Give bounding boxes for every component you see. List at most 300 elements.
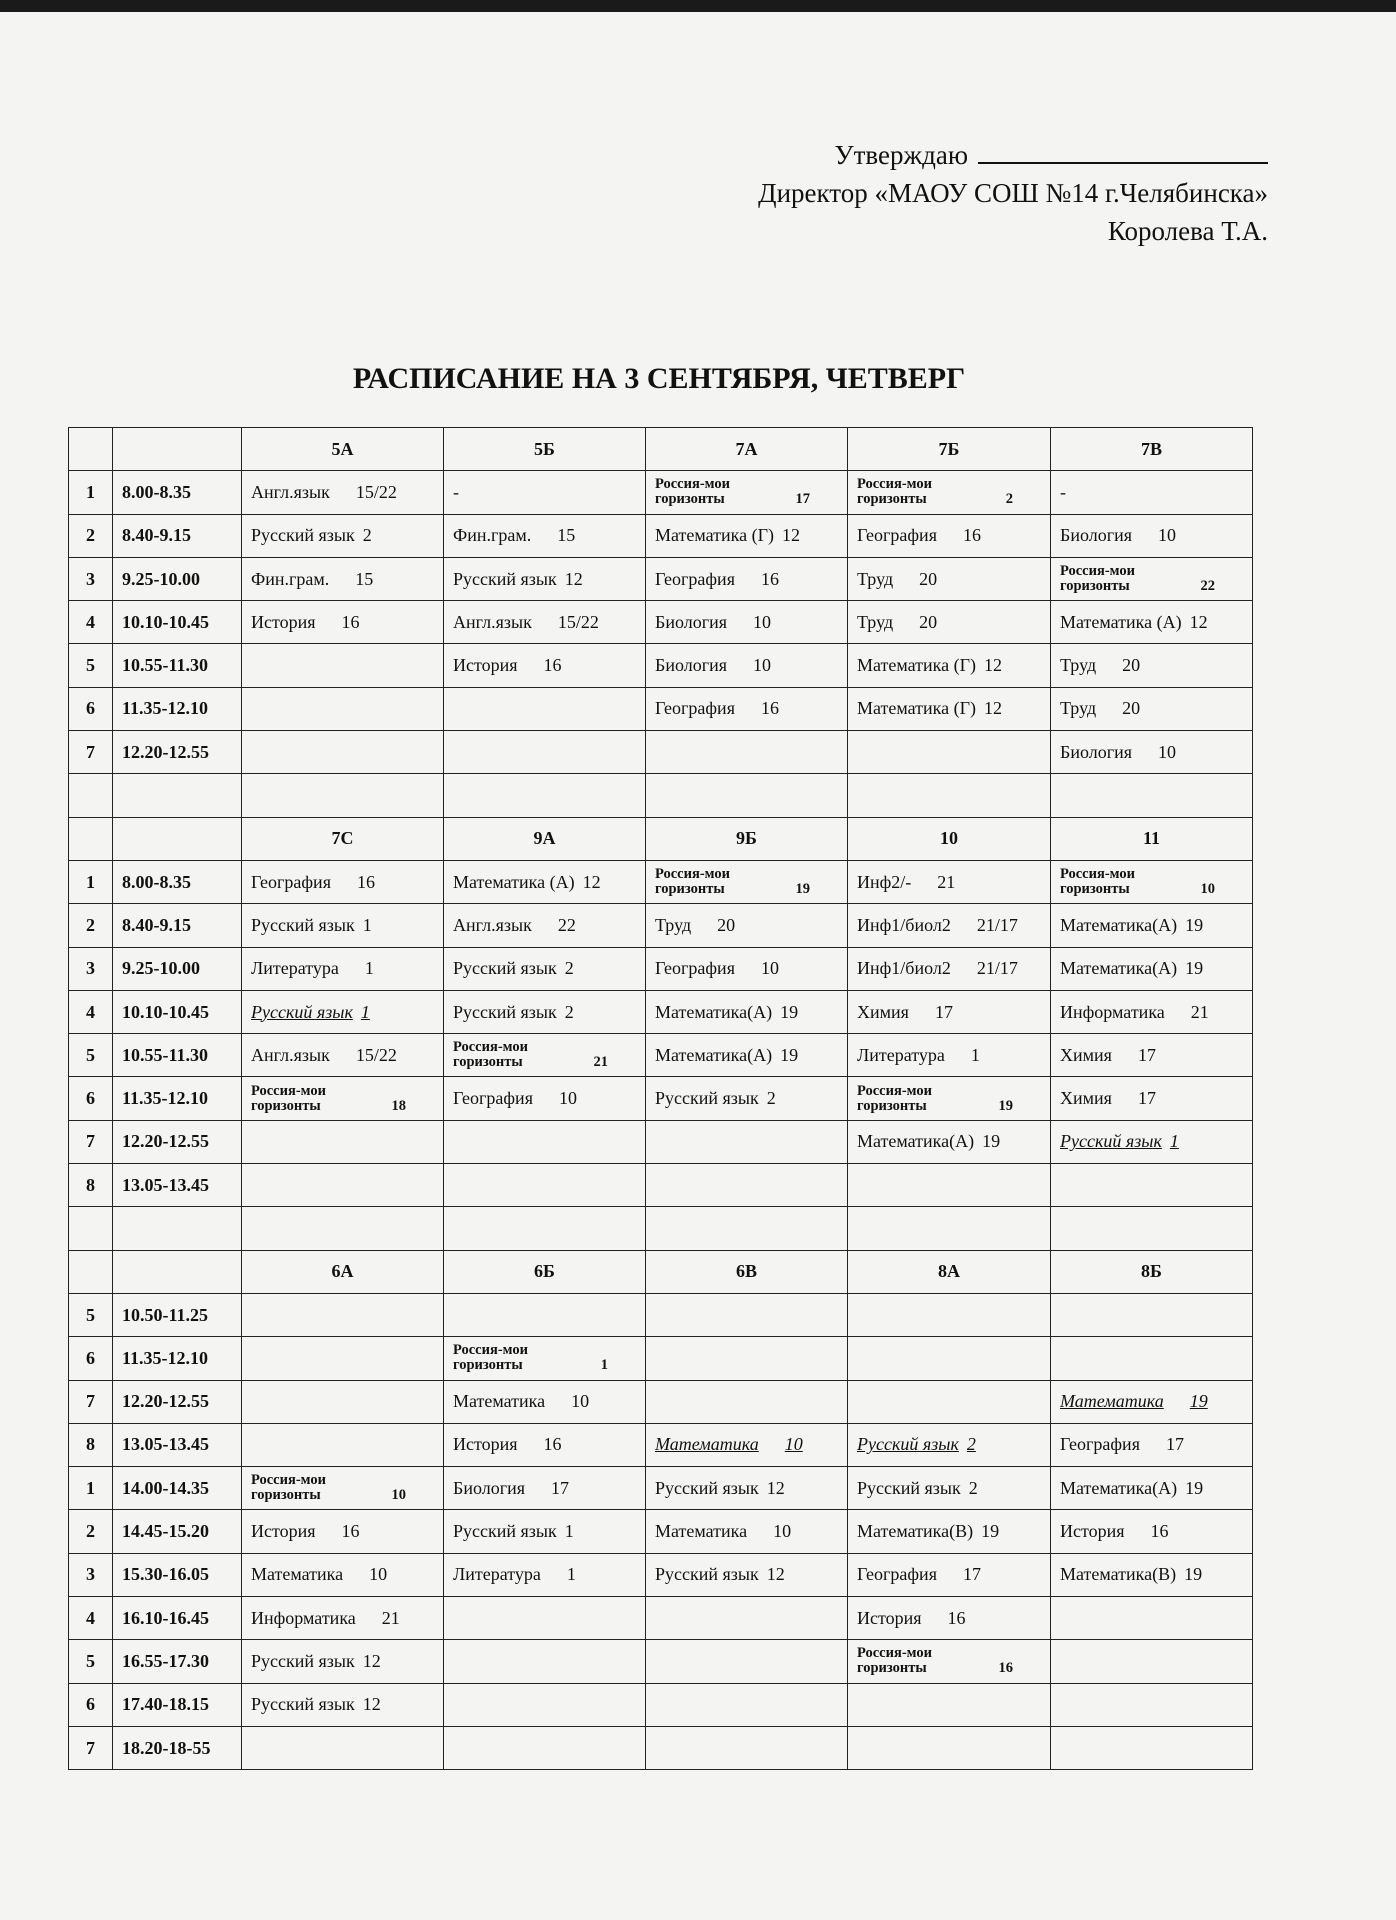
lesson-cell (1051, 774, 1253, 817)
lesson-cell (1051, 1293, 1253, 1336)
lesson-cell (444, 1423, 646, 1466)
subject-entry (453, 1564, 576, 1585)
lesson-cell (1051, 514, 1253, 557)
lesson-cell (1051, 947, 1253, 990)
subject-name-cont: горизонты (251, 1097, 321, 1114)
lesson-cell (848, 1510, 1051, 1553)
subject-line-2 (857, 492, 1041, 507)
room-number: 21 (1190, 1001, 1209, 1022)
lesson-time: 8.00-8.35 (113, 860, 242, 903)
room-number: 12 (984, 655, 1003, 676)
room-number: 19 (1185, 1477, 1204, 1498)
room-number: 16 (341, 1521, 360, 1542)
lesson-number: 7 (69, 1726, 113, 1769)
subject-name-cont: горизонты (1060, 578, 1130, 595)
room-number: 1 (1169, 1131, 1179, 1152)
subject-entry (655, 958, 779, 979)
lesson-cell (848, 1337, 1051, 1380)
subject-name: Россия-мои (857, 1645, 932, 1662)
lesson-cell (1051, 731, 1253, 774)
room-number: 19 (1189, 1391, 1208, 1412)
lesson-cell (444, 860, 646, 903)
subject-name: Русский язык (453, 958, 557, 979)
subject-name: Англ.язык (251, 481, 330, 502)
subject-name: Математика(А) (857, 1131, 975, 1152)
subject-entry (655, 1564, 785, 1585)
lesson-cell (444, 731, 646, 774)
subject-name-cont: горизонты (655, 881, 725, 898)
subject-russia-horizons (655, 477, 838, 507)
lesson-cell (444, 1207, 646, 1250)
subject-name: Биология (1060, 741, 1133, 762)
lesson-cell (242, 774, 444, 817)
lesson-cell (848, 514, 1051, 557)
lesson-row (69, 471, 1253, 514)
subject-name: Русский язык (251, 1650, 355, 1671)
lesson-cell (242, 1164, 444, 1207)
room-number: 16 (947, 1607, 966, 1628)
room-number: 16 (543, 655, 562, 676)
lesson-time: 9.25-10.00 (113, 557, 242, 600)
schedule-table (68, 427, 1253, 1770)
room-number: 21 (937, 871, 956, 892)
room-number: 15 (355, 568, 374, 589)
room-number: 22 (557, 914, 576, 935)
lesson-time: 15.30-16.05 (113, 1553, 242, 1596)
subject-name: Математика(В) (857, 1521, 974, 1542)
lesson-time: 10.55-11.30 (113, 644, 242, 687)
lesson-cell (848, 947, 1051, 990)
subject-entry (857, 1608, 966, 1629)
lesson-row (69, 644, 1253, 687)
lesson-cell (444, 1597, 646, 1640)
subject-name: Труд (1060, 698, 1097, 719)
room-number: 20 (919, 611, 938, 632)
subject-name: Русский язык (251, 1001, 353, 1022)
room-number: 10 (784, 1434, 803, 1455)
lesson-time: 17.40-18.15 (113, 1683, 242, 1726)
subject-entry (453, 958, 574, 979)
lesson-cell (444, 1467, 646, 1510)
lesson-cell (646, 1683, 848, 1726)
subject-name: География (453, 1088, 533, 1109)
lesson-cell (444, 1293, 646, 1336)
room-number: 12 (362, 1650, 381, 1671)
lesson-cell (848, 731, 1051, 774)
subject-entry (857, 1564, 981, 1585)
lesson-cell (1051, 1510, 1253, 1553)
room-number: 10 (1158, 741, 1177, 762)
subject-line-2 (251, 1099, 434, 1114)
lesson-cell (848, 990, 1051, 1033)
lesson-cell (1051, 1077, 1253, 1120)
lesson-row (69, 731, 1253, 774)
room-number: 17 (551, 1477, 570, 1498)
subject-entry (1060, 1045, 1156, 1066)
lesson-row (69, 774, 1253, 817)
subject-entry (1060, 1088, 1156, 1109)
room-number: 17 (1165, 1434, 1184, 1455)
lesson-time: 10.50-11.25 (113, 1293, 242, 1336)
lesson-number: 5 (69, 644, 113, 687)
subject-entry (655, 612, 771, 633)
lesson-cell (242, 687, 444, 730)
subject-name: История (251, 611, 316, 632)
lesson-cell (848, 687, 1051, 730)
lesson-time: 13.05-13.45 (113, 1164, 242, 1207)
subject-name: Математика(А) (1060, 958, 1178, 979)
lesson-cell (242, 947, 444, 990)
lesson-cell (848, 1207, 1051, 1250)
subject-name: Инф1/биол2 (857, 958, 951, 979)
subject-russia-horizons (857, 1646, 1041, 1676)
lesson-cell (1051, 1423, 1253, 1466)
subject-line-2 (655, 492, 838, 507)
lesson-number (69, 774, 113, 817)
lesson-cell (1051, 1034, 1253, 1077)
lesson-cell (444, 1164, 646, 1207)
lesson-cell (646, 990, 848, 1033)
lesson-cell (646, 904, 848, 947)
subject-name: Труд (857, 568, 894, 589)
signature-line (978, 138, 1268, 164)
subject-name: География (251, 871, 331, 892)
room-number: 19 (1184, 1564, 1203, 1585)
subject-name: Информатика (251, 1607, 356, 1628)
subject-entry (251, 1002, 370, 1023)
subject-name: Математика(В) (1060, 1564, 1177, 1585)
room-number: 10 (571, 1391, 590, 1412)
header-empty-cell (113, 428, 242, 471)
subject-entry (251, 958, 374, 979)
subject-entry (1060, 525, 1176, 546)
subject-line-2 (1060, 579, 1243, 594)
subject-name-cont: горизонты (857, 491, 927, 508)
subject-line-2 (655, 882, 838, 897)
lesson-time: 16.55-17.30 (113, 1640, 242, 1683)
lesson-cell (444, 644, 646, 687)
subject-entry (453, 1434, 562, 1455)
subject-name: Литература (857, 1044, 945, 1065)
room-number: 2 (564, 958, 574, 979)
subject-name: Россия-мои (453, 1342, 528, 1359)
subject-russia-horizons (857, 477, 1041, 507)
subject-name-cont: горизонты (453, 1054, 523, 1071)
subject-name: Инф1/биол2 (857, 914, 951, 935)
subject-name: Русский язык (453, 568, 557, 589)
lesson-cell (444, 774, 646, 817)
lesson-cell (242, 1380, 444, 1423)
lesson-number: 6 (69, 687, 113, 730)
subject-russia-horizons (453, 1040, 636, 1070)
lesson-cell (1051, 1726, 1253, 1769)
lesson-row (69, 990, 1253, 1033)
subject-russia-horizons (857, 1084, 1041, 1114)
lesson-row (69, 1423, 1253, 1466)
subject-name: География (655, 958, 735, 979)
subject-entry (655, 525, 800, 546)
lesson-number: 5 (69, 1640, 113, 1683)
lesson-time: 11.35-12.10 (113, 687, 242, 730)
room-number: 22 (1200, 578, 1215, 595)
subject-name: Математика(А) (1060, 1477, 1178, 1498)
subject-name: Россия-мои (857, 1082, 932, 1099)
lesson-cell (646, 1553, 848, 1596)
lesson-cell (646, 644, 848, 687)
subject-name: География (655, 698, 735, 719)
room-number: 10 (558, 1088, 577, 1109)
room-number: 12 (766, 1477, 785, 1498)
lesson-cell (1051, 1337, 1253, 1380)
lesson-cell (848, 1553, 1051, 1596)
lesson-time: 18.20-18-55 (113, 1726, 242, 1769)
class-header: 6Б (444, 1250, 646, 1293)
lesson-cell (242, 1293, 444, 1336)
lesson-time (113, 774, 242, 817)
room-number: 16 (341, 611, 360, 632)
room-number: 17 (795, 491, 810, 508)
subject-line-2 (453, 1055, 636, 1070)
lesson-time: 8.00-8.35 (113, 471, 242, 514)
lesson-cell (1051, 1467, 1253, 1510)
lesson-cell (444, 1726, 646, 1769)
room-number: 2 (564, 1001, 574, 1022)
lesson-time: 10.10-10.45 (113, 990, 242, 1033)
lesson-cell (646, 514, 848, 557)
room-number: 10 (773, 1521, 792, 1542)
room-number: 10 (760, 958, 779, 979)
lesson-cell (646, 471, 848, 514)
lesson-row (69, 1683, 1253, 1726)
lesson-cell (1051, 1120, 1253, 1163)
room-number: 20 (1122, 698, 1141, 719)
subject-name: Русский язык (251, 525, 355, 546)
subject-entry (453, 1478, 569, 1499)
subject-name: Математика (251, 1564, 344, 1585)
room-number: 20 (919, 568, 938, 589)
lesson-cell (848, 904, 1051, 947)
subject-entry (1060, 1391, 1208, 1412)
subject-name: История (453, 655, 518, 676)
subject-russia-horizons (251, 1473, 434, 1503)
subject-entry (857, 1434, 976, 1455)
class-header: 9Б (646, 817, 848, 860)
subject-name: География (857, 525, 937, 546)
subject-name: Англ.язык (251, 1044, 330, 1065)
subject-line-2 (251, 1488, 434, 1503)
subject-name: Математика (1060, 1391, 1164, 1412)
lesson-cell (242, 601, 444, 644)
lesson-cell (646, 860, 848, 903)
lesson-cell (848, 557, 1051, 600)
lesson-cell (242, 1207, 444, 1250)
room-number: 19 (795, 881, 810, 898)
lesson-row (69, 601, 1253, 644)
header-empty-cell (69, 428, 113, 471)
subject-name: Русский язык (453, 1001, 557, 1022)
lesson-cell (646, 1337, 848, 1380)
lesson-cell (444, 1683, 646, 1726)
lesson-number: 8 (69, 1164, 113, 1207)
lesson-row (69, 1164, 1253, 1207)
lesson-number: 8 (69, 1423, 113, 1466)
lesson-cell (444, 1337, 646, 1380)
class-header: 5А (242, 428, 444, 471)
lesson-cell (242, 1597, 444, 1640)
lesson-cell (646, 1164, 848, 1207)
lesson-number: 6 (69, 1337, 113, 1380)
subject-entry (251, 1045, 397, 1066)
lesson-row (69, 860, 1253, 903)
room-number: 19 (1185, 958, 1204, 979)
subject-entry (857, 915, 1018, 936)
subject-russia-horizons (251, 1084, 434, 1114)
lesson-cell (242, 1337, 444, 1380)
lesson-cell (242, 1423, 444, 1466)
lesson-number: 3 (69, 947, 113, 990)
class-header: 5Б (444, 428, 646, 471)
class-header-row (69, 1250, 1253, 1293)
subject-entry (251, 1651, 381, 1672)
lesson-cell (646, 601, 848, 644)
subject-line-2 (857, 1099, 1041, 1114)
lesson-cell (848, 1640, 1051, 1683)
subject-entry (857, 698, 1002, 719)
lesson-cell (848, 1597, 1051, 1640)
subject-russia-horizons (655, 867, 838, 897)
lesson-cell (848, 1164, 1051, 1207)
lesson-cell (848, 1726, 1051, 1769)
subject-name: Биология (655, 655, 728, 676)
lesson-cell (646, 1120, 848, 1163)
scan-top-edge (0, 0, 1396, 12)
room-number: 2 (1005, 491, 1013, 508)
lesson-cell (646, 774, 848, 817)
lesson-row (69, 1510, 1253, 1553)
room-number: 20 (717, 914, 736, 935)
lesson-number: 7 (69, 1380, 113, 1423)
room-number: 19 (981, 1521, 1000, 1542)
subject-entry (655, 915, 735, 936)
subject-line-2 (453, 1358, 636, 1373)
subject-name: Россия-мои (857, 476, 932, 493)
subject-name: Фин.грам. (453, 525, 532, 546)
subject-name: Русский язык (857, 1434, 959, 1455)
lesson-cell (848, 644, 1051, 687)
room-number: 16 (760, 568, 779, 589)
room-number: 15 (557, 525, 576, 546)
approval-block (758, 136, 1268, 250)
lesson-number: 1 (69, 471, 113, 514)
lesson-number: 2 (69, 904, 113, 947)
lesson-cell (444, 1553, 646, 1596)
room-number: 12 (1189, 611, 1208, 632)
subject-entry (251, 915, 372, 936)
lesson-cell (848, 1293, 1051, 1336)
subject-entry (251, 1564, 387, 1585)
lesson-cell (848, 774, 1051, 817)
subject-name: Русский язык (453, 1521, 557, 1542)
subject-entry (655, 569, 779, 590)
lesson-cell (242, 514, 444, 557)
lesson-number: 6 (69, 1077, 113, 1120)
subject-name: Русский язык (857, 1477, 961, 1498)
lesson-cell (444, 947, 646, 990)
lesson-cell (1051, 1380, 1253, 1423)
lesson-time: 10.10-10.45 (113, 601, 242, 644)
subject-name: Труд (857, 611, 894, 632)
class-header: 11 (1051, 817, 1253, 860)
subject-name: Информатика (1060, 1001, 1165, 1022)
subject-name: Биология (655, 611, 728, 632)
subject-name: История (857, 1607, 922, 1628)
lesson-time: 14.00-14.35 (113, 1467, 242, 1510)
subject-entry (251, 525, 372, 546)
lesson-cell (848, 1120, 1051, 1163)
subject-name: Математика(А) (655, 1001, 773, 1022)
lesson-cell (1051, 1597, 1253, 1640)
room-number: 21/17 (976, 914, 1018, 935)
subject-entry (857, 525, 981, 546)
room-number: 16 (998, 1660, 1013, 1677)
lesson-cell (646, 1293, 848, 1336)
room-number: 1 (564, 1521, 574, 1542)
lesson-cell (242, 1510, 444, 1553)
subject-entry (453, 525, 575, 546)
subject-name: Россия-мои (251, 1082, 326, 1099)
class-header-row (69, 428, 1253, 471)
lesson-row (69, 1034, 1253, 1077)
lesson-cell (848, 471, 1051, 514)
room-number: 1 (362, 914, 372, 935)
subject-name: Математика (Г) (857, 698, 977, 719)
subject-name: Математика (А) (453, 871, 575, 892)
lesson-cell (242, 644, 444, 687)
lesson-row (69, 1120, 1253, 1163)
subject-name: Химия (857, 1001, 909, 1022)
room-number: 2 (966, 1434, 976, 1455)
subject-entry (857, 569, 937, 590)
room-number: 10 (369, 1564, 388, 1585)
lesson-cell (444, 1120, 646, 1163)
room-number: 1 (566, 1564, 576, 1585)
subject-entry (1060, 915, 1203, 936)
room-number: 18 (391, 1097, 406, 1114)
subject-entry (1060, 1564, 1202, 1585)
room-number: 12 (782, 525, 801, 546)
room-number: 16 (356, 871, 375, 892)
room-number: 2 (968, 1477, 978, 1498)
lesson-cell (848, 1034, 1051, 1077)
subject-entry (251, 612, 360, 633)
subject-name: Россия-мои (453, 1039, 528, 1056)
subject-entry (453, 1088, 577, 1109)
lesson-row (69, 557, 1253, 600)
subject-name-cont: горизонты (857, 1097, 927, 1114)
lesson-time (113, 1207, 242, 1250)
subject-name: Математика (Г) (655, 525, 775, 546)
subject-line-2 (1060, 882, 1243, 897)
lesson-cell (444, 904, 646, 947)
subject-name: Математика(А) (655, 1044, 773, 1065)
lesson-cell (1051, 687, 1253, 730)
subject-entry (1060, 698, 1140, 719)
lesson-row (69, 1380, 1253, 1423)
lesson-row (69, 1337, 1253, 1380)
subject-entry (251, 1694, 381, 1715)
subject-name: Русский язык (655, 1564, 759, 1585)
lesson-cell (444, 687, 646, 730)
